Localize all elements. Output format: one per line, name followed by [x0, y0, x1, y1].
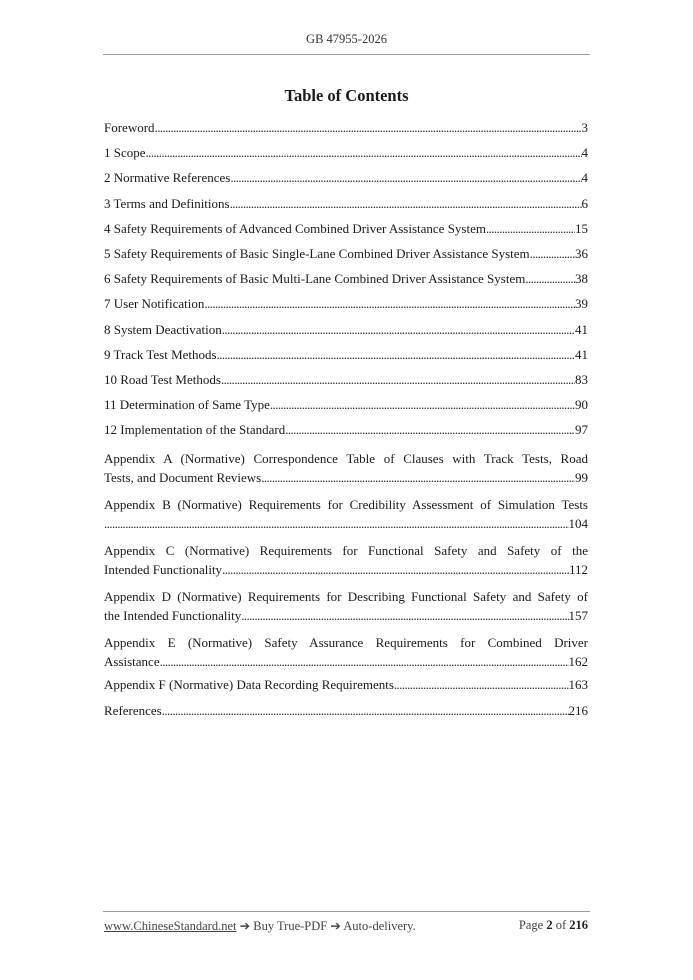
toc-dot-leader: [261, 469, 575, 486]
document-header-id: GB 47955-2026: [306, 32, 387, 46]
site-link[interactable]: www.ChineseStandard.net: [104, 919, 237, 933]
toc-entry-page: 216: [568, 702, 588, 718]
toc-entry-title: 10 Road Test Methods: [104, 371, 221, 387]
toc-entry-title-line2: the Intended Functionality: [104, 608, 242, 624]
toc-entry-title-line1: Appendix E (Normative) Safety Assurance Requirements for Combined Driver: [104, 635, 588, 651]
toc-entry-title: References: [104, 702, 162, 718]
toc-dot-leader: [204, 295, 575, 312]
toc-dot-leader: [230, 169, 581, 186]
toc-dot-leader: [222, 321, 575, 338]
toc-entry-implementation[interactable]: [104, 421, 588, 446]
toc-dot-leader: [222, 561, 569, 578]
toc-entry-title-line2: Intended Functionality: [104, 562, 223, 578]
toc-entry-page: 99: [575, 470, 588, 486]
toc-entry-page: 157: [568, 608, 588, 624]
toc-dot-leader: [486, 220, 575, 237]
toc-entry-appendix-a[interactable]: [104, 446, 588, 486]
footer-divider: [103, 911, 590, 912]
toc-entry-title: 4 Safety Requirements of Advanced Combined Driver Assistance System: [104, 220, 486, 236]
table-of-contents: [104, 119, 588, 727]
toc-entry-title: Foreword: [104, 120, 155, 135]
toc-entry-title-line1: Appendix C (Normative) Requirements for Functional Safety and Safety of the: [104, 543, 588, 559]
toc-entry-appendix-f[interactable]: [104, 676, 588, 701]
page-total: 216: [569, 918, 588, 932]
toc-dot-leader: [217, 346, 575, 363]
toc-entry-title: 1 Scope: [104, 145, 146, 161]
header-divider: [103, 54, 590, 55]
toc-entry-terms-definitions[interactable]: [104, 195, 588, 220]
toc-entry-page: 36: [575, 245, 588, 261]
toc-entry-title: 8 System Deactivation: [104, 321, 222, 337]
toc-dot-leader: [270, 396, 575, 413]
toc-entry-user-notification[interactable]: [104, 295, 588, 320]
toc-entry-page: 41: [575, 346, 588, 362]
toc-entry-title: 2 Normative References: [104, 170, 231, 186]
toc-entry-title-line1: Appendix D (Normative) Requirements for Describing Functional Safety and Safety of: [104, 589, 588, 605]
page-label: Page: [518, 918, 544, 932]
toc-dot-leader: [230, 195, 582, 212]
toc-entry-track-test-methods[interactable]: [104, 346, 588, 371]
toc-dot-leader: [146, 144, 582, 161]
page-current: 2: [546, 918, 553, 932]
toc-entry-page: 163: [568, 677, 588, 693]
toc-dot-leader: [104, 515, 569, 532]
of-label: of: [555, 918, 567, 932]
toc-entry-system-deactivation[interactable]: [104, 321, 588, 346]
toc-dot-leader: [285, 421, 575, 438]
toc-entry-page: 4: [581, 145, 588, 161]
toc-entry-title: 12 Implementation of the Standard: [104, 422, 286, 438]
toc-entry-section-6[interactable]: [104, 270, 588, 295]
toc-title: Table of Contents: [284, 86, 409, 105]
toc-dot-leader: [394, 676, 569, 693]
toc-entry-page: 162: [568, 654, 588, 670]
toc-entry-page: 39: [575, 296, 588, 312]
toc-entry-road-test-methods[interactable]: [104, 371, 588, 396]
toc-entry-page: 6: [581, 195, 588, 211]
toc-entry-title-line2: Assistance: [104, 654, 160, 670]
toc-entry-appendix-c[interactable]: [104, 538, 588, 578]
toc-entry-page: 90: [575, 397, 588, 413]
toc-entry-same-type[interactable]: [104, 396, 588, 421]
toc-entry-section-5[interactable]: [104, 245, 588, 270]
toc-entry-title-line1: Appendix B (Normative) Requirements for Credibility Assessment of Simulation Tests: [104, 497, 588, 513]
toc-dot-leader: [162, 702, 569, 719]
toc-entry-page: 104: [568, 516, 588, 532]
toc-entry-title: 3 Terms and Definitions: [104, 195, 230, 211]
toc-entry-title: 11 Determination of Same Type: [104, 397, 270, 413]
toc-entry-title-line1: Appendix A (Normative) Correspondence Table of Clauses with Track Tests, Road: [104, 451, 588, 467]
toc-entry-page: 15: [575, 220, 588, 236]
toc-entry-appendix-e[interactable]: [104, 630, 588, 670]
arrow-right-icon: ➔: [330, 919, 341, 933]
toc-dot-leader: [221, 371, 575, 388]
toc-entry-page: 4: [581, 170, 588, 186]
toc-entry-foreword[interactable]: [104, 119, 588, 144]
toc-entry-section-4[interactable]: [104, 220, 588, 245]
toc-entry-scope[interactable]: [104, 144, 588, 169]
toc-entry-page: 112: [568, 562, 588, 578]
buy-true-pdf-text: Buy True-PDF: [253, 919, 328, 933]
toc-entry-title: 7 User Notification: [104, 296, 205, 312]
toc-entry-title: 9 Track Test Methods: [104, 346, 217, 362]
arrow-right-icon: ➔: [239, 919, 251, 933]
toc-entry-page: 83: [575, 371, 588, 387]
toc-entry-references[interactable]: [104, 702, 588, 727]
toc-dot-leader: [530, 245, 575, 262]
toc-entry-title: Appendix F (Normative) Data Recording Requirements: [104, 677, 394, 693]
toc-entry-appendix-d[interactable]: [104, 584, 588, 624]
toc-entry-normative-references[interactable]: [104, 169, 588, 194]
toc-entry-title: 6 Safety Requirements of Basic Multi-Lane Combined Driver Assistance System: [104, 271, 526, 287]
toc-entry-page: 38: [575, 271, 588, 287]
toc-dot-leader: [155, 119, 582, 136]
toc-entry-title-line2: Tests, and Document Reviews: [104, 470, 262, 486]
toc-dot-leader: [525, 270, 575, 287]
toc-entry-page: 3: [581, 120, 588, 135]
auto-delivery-text: Auto-delivery.: [343, 919, 416, 933]
toc-dot-leader: [160, 653, 569, 670]
toc-entry-page: 41: [575, 321, 588, 337]
toc-entry-title: 5 Safety Requirements of Basic Single-Lane Combined Driver Assistance System: [104, 245, 530, 261]
toc-dot-leader: [241, 607, 568, 624]
toc-entry-page: 97: [575, 422, 588, 438]
toc-entry-appendix-b[interactable]: [104, 492, 588, 532]
